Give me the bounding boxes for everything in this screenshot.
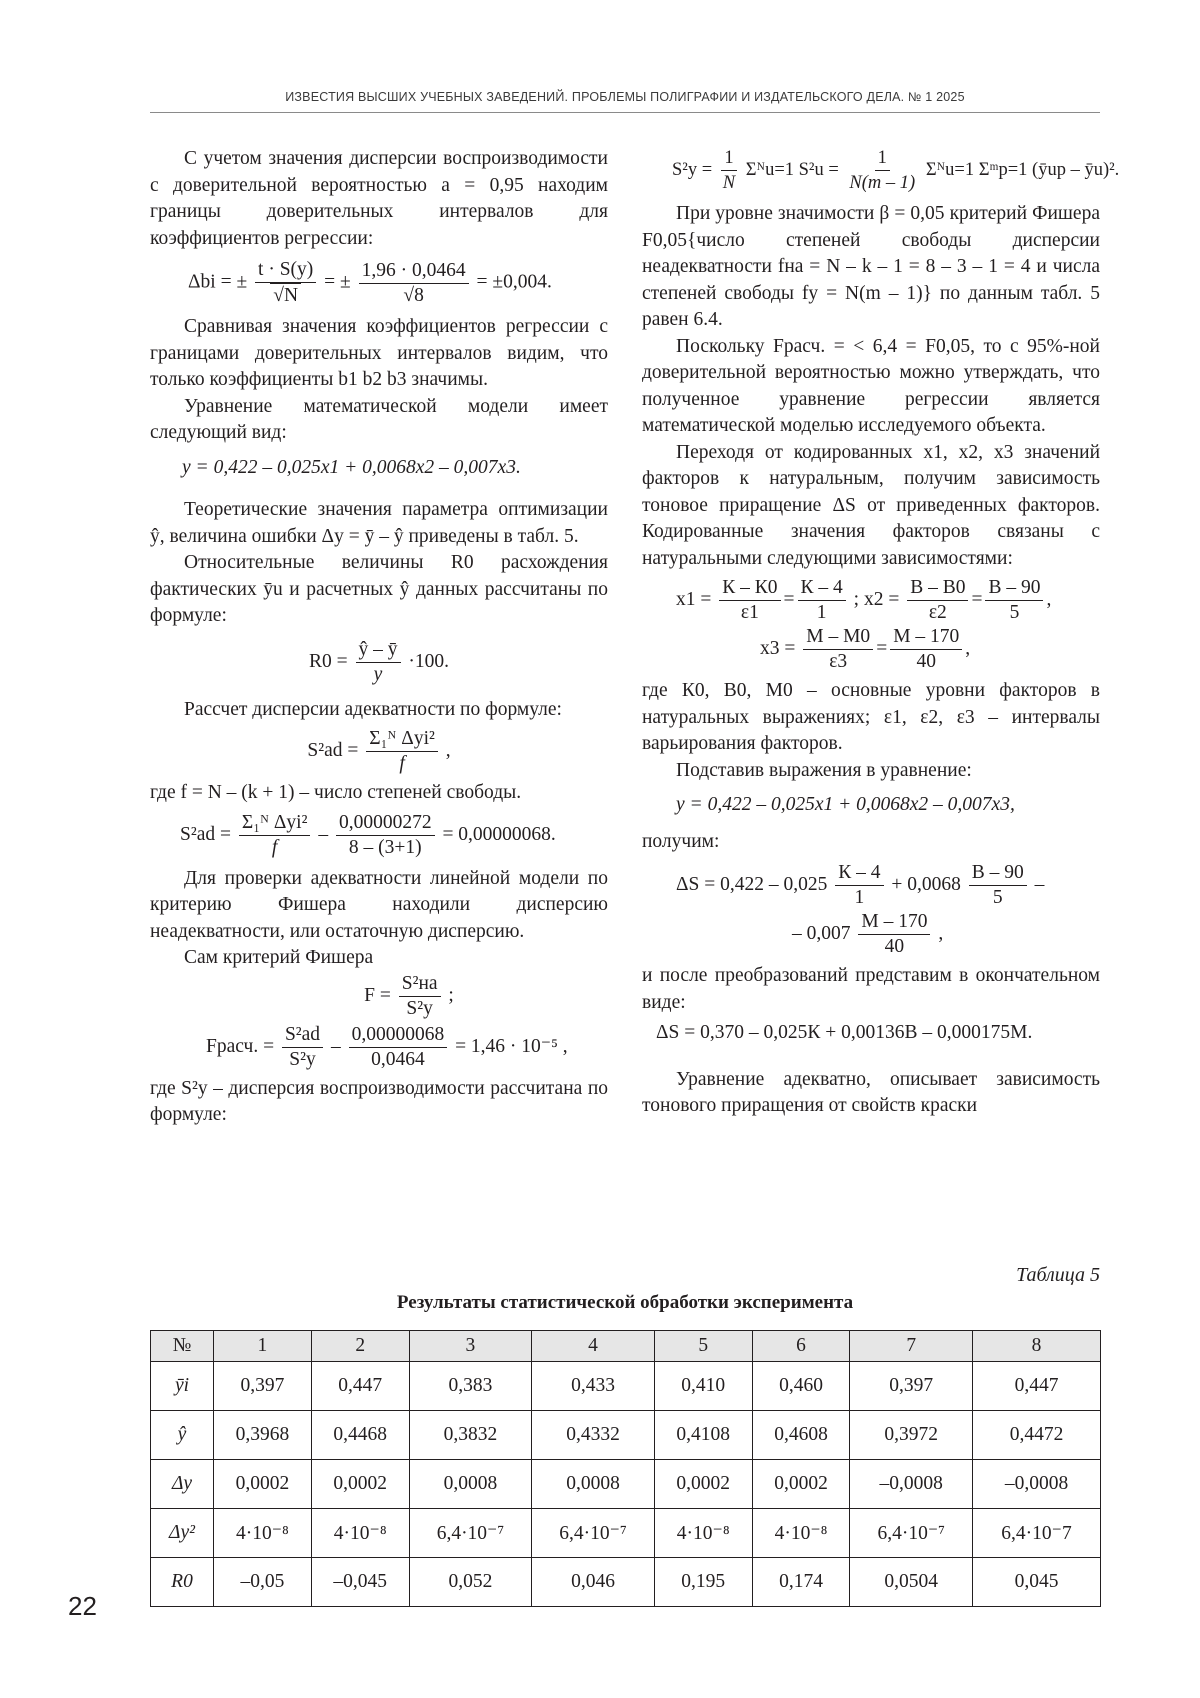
fraction (846, 146, 918, 195)
denominator: N(m – 1) (849, 173, 916, 193)
numerator: К – 4 (798, 576, 846, 601)
right-column (642, 146, 1120, 1120)
table-cell: 0,0008 (409, 1460, 532, 1509)
fraction (282, 1023, 323, 1072)
paragraph: Уравнение адекватно, описывает зависимость тонового приращения от свойств краски (642, 1068, 1100, 1116)
table-cell: 0,383 (409, 1362, 532, 1411)
numerator: М – 170 (858, 910, 930, 935)
eq-part: Δbi = ± (188, 271, 248, 293)
table-cell: –0,0008 (973, 1460, 1101, 1509)
table-cell: 0,3968 (214, 1411, 312, 1460)
equation-r0 (150, 638, 608, 687)
denominator: S²y (289, 1048, 316, 1070)
table-cell: 0,4608 (752, 1411, 850, 1460)
paragraph: где К0, В0, М0 – основные уровни факторов в натуральных выражениях; ε1, ε2, ε3 – интервалы варьирования факторов. (642, 680, 1100, 754)
paragraph: Относительные величины R0 расхождения фактических ȳu и расчетных ŷ данных рассчитаны по формуле: (150, 552, 608, 626)
eq-part: Σᴺu=1 S²u = (745, 159, 839, 180)
fraction (720, 146, 738, 195)
table-cell: 0,0504 (850, 1558, 973, 1607)
eq-part: R0 = (308, 650, 348, 672)
equation-s-ad-value (150, 811, 608, 860)
table-cell: 0,410 (654, 1362, 752, 1411)
denominator: S²y (406, 997, 433, 1019)
eq-part: – (318, 823, 329, 845)
denominator: ε1 (740, 602, 759, 623)
table-row (151, 1411, 1101, 1460)
paragraph: Подставив выражения в уравнение: (676, 759, 972, 781)
header-rule (150, 112, 1100, 113)
equation-coding-x1-x2: x1 = $\frac{К - К0}{\varepsilon 1}$ = $\frac{К - 4}{1}$ ; x2 = $\frac{В - В0}{\varepsilon 2}$ = $\frac{В - 90}{5}$ , (676, 577, 1052, 623)
table-header-cell: 7 (850, 1331, 973, 1362)
fraction (798, 576, 846, 625)
numerator: Σ₁ᴺ Δyi² (366, 727, 438, 752)
eq-part: ΔS = 0,422 – 0,025 (676, 873, 828, 895)
eq-part: ·100. (408, 650, 449, 672)
fraction (255, 258, 316, 308)
table-cell: 0,4472 (973, 1411, 1101, 1460)
table-cell: 0,4108 (654, 1411, 752, 1460)
table-header-cell: № (151, 1331, 214, 1362)
table-caption: Таблица 5 (1016, 1264, 1100, 1286)
fraction (969, 861, 1027, 910)
left-column (150, 146, 608, 1129)
table-cell: 4·10⁻⁸ (214, 1509, 312, 1558)
row-label: ȳi (151, 1362, 214, 1411)
numerator: 1 (875, 146, 890, 171)
table-cell: 0,195 (654, 1558, 752, 1607)
table-header-cell: 3 (409, 1331, 532, 1362)
table-cell: 0,3972 (850, 1411, 973, 1460)
table-row (151, 1509, 1101, 1558)
eq-part: – (330, 1035, 341, 1057)
paragraph: Уравнение математической модели имеет следующий вид: (150, 395, 608, 443)
eq-part: Fрасч. = (206, 1035, 275, 1057)
denominator: 0,0464 (371, 1048, 425, 1070)
denominator: 8 – (3+1) (348, 836, 422, 858)
numerator: Σ₁ᴺ Δyi² (239, 811, 311, 836)
eq-part: – 0,007 (792, 922, 851, 944)
paragraph: Для проверки адекватности линейной модели по критерию Фишера находили дисперсию неадекватности, или остаточную дисперсию. (150, 867, 608, 942)
fraction (349, 1023, 448, 1072)
eq-part: = 1,46 · 10⁻⁵ , (455, 1035, 568, 1057)
table-title: Результаты статистической обработки эксперимента (396, 1292, 854, 1313)
table-cell: 0,433 (532, 1362, 655, 1411)
numerator: 1,96 · 0,0464 (359, 259, 469, 284)
paragraph: Поскольку Fрасч. = < 6,4 = F0,05, то с 95%-ной доверительной вероятностью можно утверждать, что полученное уравнение регрессии является математической моделью исследуемого объекта. (642, 335, 1100, 436)
eq-part: ; x2 = (853, 588, 900, 610)
equation-fisher (150, 972, 608, 1021)
table-header-cell: 6 (752, 1331, 850, 1362)
denominator: √N (270, 283, 301, 308)
numerator: 0,00000068 (349, 1023, 448, 1048)
denominator: N (722, 173, 736, 193)
denominator: ε2 (928, 602, 947, 623)
numerator: t · S(y) (255, 258, 316, 283)
fraction (356, 638, 401, 687)
eq-part: = ±0,004. (476, 271, 552, 293)
table-header-cell: 8 (973, 1331, 1101, 1362)
eq-part: S²ad = (180, 823, 231, 845)
eq-part: x3 = (760, 637, 796, 659)
table-cell: 4·10⁻⁸ (654, 1509, 752, 1558)
fraction (336, 811, 435, 860)
table-cell: 6,4·10⁻⁷ (850, 1509, 973, 1558)
table-cell: 0,4468 (311, 1411, 409, 1460)
table-cell: 0,460 (752, 1362, 850, 1411)
denominator: 1 (854, 887, 865, 908)
row-label: R0 (151, 1558, 214, 1607)
denominator: 5 (1009, 602, 1020, 623)
denominator: 40 (884, 936, 905, 957)
paragraph: Теоретические значения параметра оптимизации ŷ, величина ошибки Δy = ȳ – ŷ приведены в табл. 5. (150, 499, 608, 547)
eq-part: ; (448, 984, 454, 1006)
paragraph: С учетом значения дисперсии воспроизводимости с доверительной вероятностью a = 0,95 находим границы доверительных интервалов для коэффициентов регрессии: (150, 148, 608, 249)
numerator: В – В0 (907, 576, 968, 601)
table-cell: 0,447 (973, 1362, 1101, 1411)
numerator: К – 4 (835, 861, 883, 886)
denominator: 1 (816, 602, 827, 623)
eq-part: + 0,0068 (891, 873, 961, 895)
paragraph: Сам критерий Фишера (184, 947, 374, 968)
eq-part: F = (364, 984, 391, 1006)
table-cell: 0,046 (532, 1558, 655, 1607)
eq-part: x1 = (676, 588, 712, 610)
eq-part: = ± (324, 271, 351, 293)
table-cell: 6,4·10⁻⁷ (409, 1509, 532, 1558)
paragraph: где f = N – (k + 1) – число степеней свободы. (150, 782, 522, 803)
table-header-row (151, 1331, 1101, 1362)
eq-part: Σᴺu=1 Σᵐp=1 (ȳup – ȳu)². (925, 159, 1120, 180)
fraction (907, 576, 968, 625)
eq-part: , (445, 739, 451, 761)
equation-model: y = 0,422 – 0,025x1 + 0,0068x2 – 0,007x3. (182, 456, 521, 478)
paragraph: получим: (642, 830, 720, 852)
fraction (890, 625, 962, 674)
table-cell: 6,4·10⁻⁷ (532, 1509, 655, 1558)
table-header-cell: 5 (654, 1331, 752, 1362)
denominator: 40 (916, 651, 936, 672)
table-header-cell: 4 (532, 1331, 655, 1362)
paragraph: Сравнивая значения коэффициентов регрессии с границами доверительных интервалов видим, что только коэффициенты b1 b2 b3 значимы. (150, 316, 608, 390)
denominator: f (271, 836, 278, 858)
table-cell: 0,4332 (532, 1411, 655, 1460)
row-label: ŷ (151, 1411, 214, 1460)
table-cell: 0,052 (409, 1558, 532, 1607)
table-cell: –0,05 (214, 1558, 312, 1607)
paragraph: Переходя от кодированных x1, x2, x3 значений факторов к натуральным, получим зависимость тоновое приращение ΔS от приведенных факторов. Кодированные значения факторов связаны с натуральными следующими зависимостями: (642, 441, 1100, 569)
equation-confidence-interval (150, 258, 608, 308)
denominator: ε3 (829, 651, 848, 672)
paragraph: При уровне значимости β = 0,05 критерий Фишера F0,05{число степеней свободы дисперсии неадекватности fна = N – k – 1 = 8 – 3 – 1 = 4 и числа степеней свободы fy = N(m – 1)} по данным табл. 5 равен 6.4. (642, 203, 1100, 330)
table-cell: 0,045 (973, 1558, 1101, 1607)
numerator: М – М0 (803, 625, 873, 650)
equation-model-repeat: y = 0,422 – 0,025x1 + 0,0068x2 – 0,007x3, (676, 794, 1015, 815)
equation-s-ad (150, 727, 608, 776)
table-cell: 0,447 (311, 1362, 409, 1411)
row-label: Δy² (151, 1509, 214, 1558)
fraction (359, 259, 469, 308)
numerator: В – 90 (985, 576, 1043, 601)
numerator: ŷ – ȳ (356, 638, 401, 663)
table-row (151, 1558, 1101, 1607)
row-label: Δy (151, 1460, 214, 1509)
numerator: 0,00000272 (336, 811, 435, 836)
table-cell: 6,4·10⁻7 (973, 1509, 1101, 1558)
table-header-cell: 2 (311, 1331, 409, 1362)
running-header: ИЗВЕСТИЯ ВЫСШИХ УЧЕБНЫХ ЗАВЕДЕНИЙ. ПРОБЛЕМЫ ПОЛИГРАФИИ И ИЗДАТЕЛЬСКОГО ДЕЛА. № 1 2025 (285, 90, 965, 104)
table-cell: 0,0002 (311, 1460, 409, 1509)
table-cell: 0,0002 (752, 1460, 850, 1509)
eq-part: S²ad = (307, 739, 359, 761)
equation-delta-s-cont (642, 910, 1100, 959)
table-cell: 0,0008 (532, 1460, 655, 1509)
equation-delta-s (642, 861, 1100, 910)
table-cell: 0,397 (850, 1362, 973, 1411)
table-cell: –0,045 (311, 1558, 409, 1607)
table-cell: 0,174 (752, 1558, 850, 1607)
paragraph: Рассчет дисперсии адекватности по формуле: (184, 698, 562, 720)
table-cell: 0,397 (214, 1362, 312, 1411)
table-cell: 0,3832 (409, 1411, 532, 1460)
numerator: 1 (721, 146, 736, 171)
denominator: √8 (403, 284, 424, 306)
numerator: К – К0 (719, 576, 780, 601)
eq-part: = 0,00000068. (442, 823, 556, 845)
fraction (803, 625, 873, 674)
paragraph: и после преобразований представим в окончательном виде: (642, 965, 1100, 1013)
table-cell: 0,0002 (654, 1460, 752, 1509)
fraction (366, 727, 438, 776)
results-table (150, 1330, 1101, 1607)
equation-delta-s-final: ΔS = 0,370 – 0,025К + 0,00136В – 0,000175М. (656, 1022, 1033, 1043)
denominator: f (399, 753, 405, 774)
equation-coding-x3: x3 = $\frac{М - М0}{\varepsilon 3}$ = $\frac{М - 170}{40}$ , (760, 626, 971, 672)
equation-s-y (642, 146, 1120, 195)
fraction (399, 972, 441, 1021)
denominator: y (373, 663, 383, 685)
numerator: М – 170 (890, 625, 962, 650)
table-cell: 0,0002 (214, 1460, 312, 1509)
numerator: В – 90 (969, 861, 1027, 886)
table-row (151, 1460, 1101, 1509)
table-cell: 4·10⁻⁸ (752, 1509, 850, 1558)
page-number: 22 (68, 1591, 97, 1621)
table-header-cell: 1 (214, 1331, 312, 1362)
equation-fisher-value (150, 1023, 608, 1072)
table-cell: 4·10⁻⁸ (311, 1509, 409, 1558)
fraction (985, 576, 1043, 625)
table-cell: –0,0008 (850, 1460, 973, 1509)
denominator: 5 (992, 887, 1003, 908)
fraction (858, 910, 930, 959)
fraction (239, 811, 311, 860)
paragraph: где S²y – дисперсия воспроизводимости рассчитана по формуле: (150, 1077, 608, 1125)
eq-part: S²y = (672, 159, 713, 180)
fraction (719, 576, 780, 625)
numerator: S²ad (282, 1023, 323, 1048)
eq-part: , (938, 922, 944, 944)
table-row (151, 1362, 1101, 1411)
eq-part: – (1034, 873, 1045, 895)
fraction (835, 861, 883, 910)
numerator: S²на (399, 972, 441, 997)
